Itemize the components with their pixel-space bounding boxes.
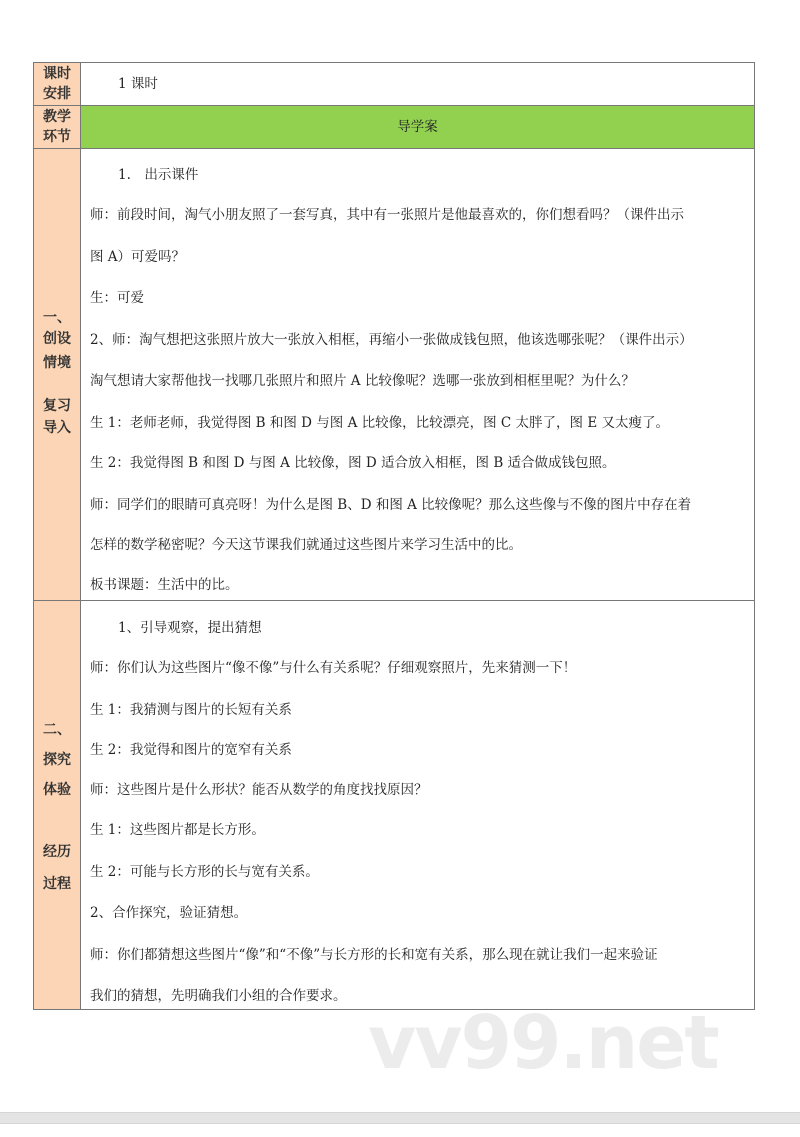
row-divider: [33, 600, 755, 601]
paragraph-line: 怎样的数学秘密呢？今天这节课我们就通过这些图片来学习生活中的比。: [90, 537, 522, 553]
paragraph-line: 淘气想请大家帮他找一找哪几张照片和照片 A 比较像呢？选哪一张放到相框里呢？为什么？: [90, 373, 635, 389]
paragraph-line: 师：你们认为这些图片“像不像”与什么有关系呢？仔细观察照片，先来猜测一下！: [90, 660, 577, 676]
column-divider: [80, 62, 81, 1010]
section-label: 情境: [43, 355, 71, 371]
paragraph-line: 师：同学们的眼睛可真亮呀！为什么是图 B、D 和图 A 比较像呢？那么这些像与不像的图片中存在着: [90, 497, 692, 513]
stage-label: 教学 环节: [43, 109, 71, 145]
row-divider: [33, 105, 755, 106]
paragraph-line: 生 1：我猜测与图片的长短有关系: [90, 702, 292, 718]
paragraph-line: 1、引导观察，提出猜想: [118, 620, 262, 636]
paragraph-line: 生 1：这些图片都是长方形。: [90, 822, 265, 838]
section-label: 探究: [43, 752, 71, 768]
section-label: 过程: [43, 876, 71, 892]
paragraph-line: 生 2：我觉得和图片的宽窄有关系: [90, 742, 292, 758]
paragraph-line: 师：你们都猜想这些图片“像”和“不像”与长方形的长和宽有关系，那么现在就让我们一起来验证: [90, 947, 658, 963]
paragraph-line: 1. 出示课件: [118, 167, 199, 183]
schedule-value: 1 课时: [118, 76, 158, 92]
paragraph-line: 生 1：老师老师，我觉得图 B 和图 D 与图 A 比较像，比较漂亮，图 C 太胖了，图 E 又太瘦了。: [90, 415, 669, 431]
section-label: 一、: [43, 310, 71, 326]
section-label: 创设: [43, 331, 71, 347]
paragraph-line: 师：前段时间，淘气小朋友照了一套写真，其中有一张照片是他最喜欢的，你们想看吗？（课件出示: [90, 207, 684, 223]
section-label: 体验: [43, 782, 71, 798]
paragraph-line: 2、合作探究，验证猜想。: [90, 905, 248, 921]
paragraph-line: 生：可爱: [90, 290, 144, 306]
watermark: vv99.net: [368, 1000, 718, 1086]
stage-value: 导学案: [397, 119, 438, 135]
paragraph-line: 2、师：淘气想把这张照片放大一张放入相框，再缩小一张做成钱包照，他该选哪张呢？（课件出示）: [90, 332, 693, 348]
page-break: [0, 1112, 800, 1124]
paragraph-line: 我们的猜想，先明确我们小组的合作要求。: [90, 988, 347, 1004]
paragraph-line: 生 2：我觉得图 B 和图 D 与图 A 比较像，图 D 适合放入相框，图 B 适合做成钱包照。: [90, 455, 616, 471]
paragraph-line: 生 2：可能与长方形的长与宽有关系。: [90, 864, 319, 880]
paragraph-line: 图 A）可爱吗？: [90, 249, 186, 265]
row-divider: [33, 148, 755, 149]
section-label: 二、: [43, 722, 71, 738]
section-label: 导入: [43, 420, 71, 436]
schedule-label: 课时 安排: [43, 66, 71, 102]
paragraph-line: 师：这些图片是什么形状？能否从数学的角度找找原因？: [90, 782, 428, 798]
section-label: 经历: [43, 844, 71, 860]
section-label: 复习: [43, 398, 71, 414]
paragraph-line: 板书课题：生活中的比。: [90, 577, 239, 593]
